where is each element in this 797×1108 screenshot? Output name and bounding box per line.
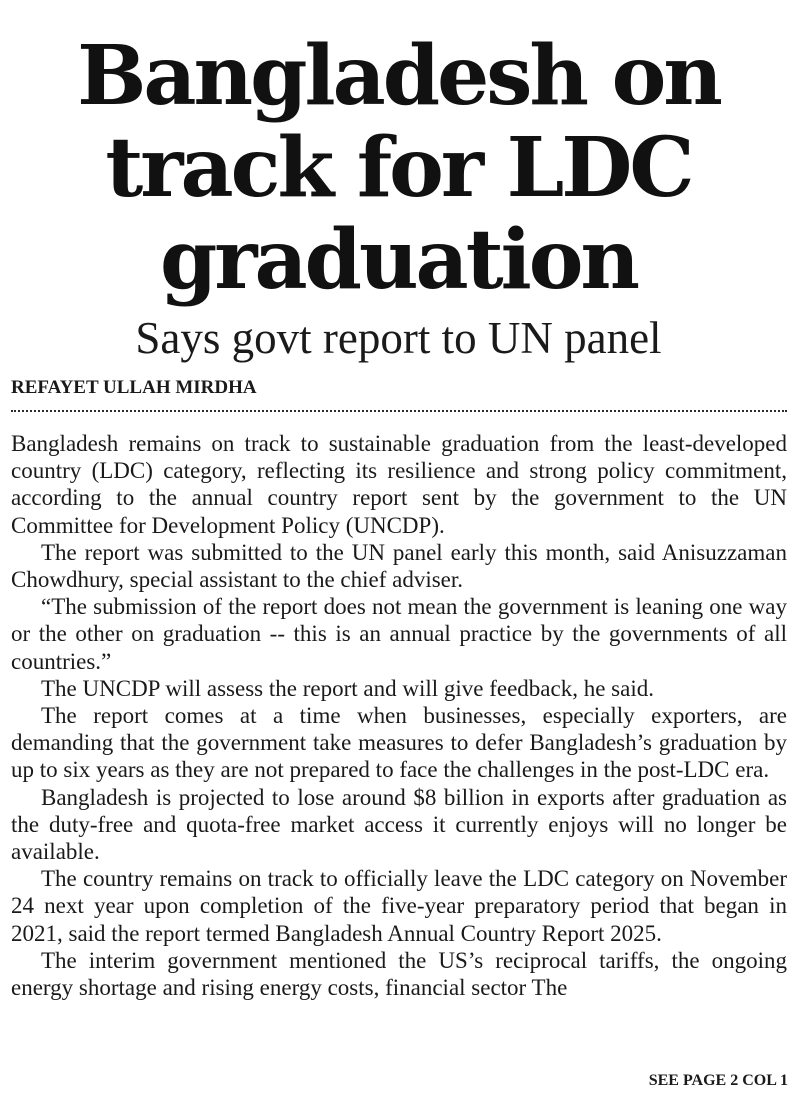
- headline-line-1: Bangladesh on: [77, 28, 720, 124]
- paragraph-1: Bangladesh remains on track to sustainable graduation from the least-developed country (LDC) category, reflecting its resilience and strong policy commitment, according to the annual country report sent by the government to the UN Committee for Development Policy (UNCDP).: [11, 431, 787, 538]
- headline-line-2: track for LDC: [105, 120, 692, 216]
- continued-on-page-note: SEE PAGE 2 COL 1: [648, 1072, 788, 1089]
- headline-line-3: graduation: [159, 212, 638, 308]
- article-body: [11, 430, 787, 1001]
- byline: REFAYET ULLAH MIRDHA: [11, 377, 257, 398]
- paragraph-2: The report was submitted to the UN panel early this month, said Anisuzzaman Chowdhury, special assistant to the chief adviser.: [11, 539, 787, 593]
- paragraph-8: The interim government mentioned the US’s reciprocal tariffs, the ongoing energy shortage and rising energy costs, financial sector The: [11, 947, 787, 1001]
- paragraph-4: The UNCDP will assess the report and will give feedback, he said.: [41, 675, 654, 701]
- dotted-divider: [11, 410, 787, 412]
- paragraph-3: “The submission of the report does not mean the government is leaning one way or the other on graduation -- this is an annual practice by the governments of all countries.”: [11, 594, 787, 674]
- paragraph-6: Bangladesh is projected to lose around $8 billion in exports after graduation as the duty-free and quota-free market access it currently enjoys will no longer be available.: [11, 784, 787, 865]
- paragraph-5: The report comes at a time when businesses, especially exporters, are demanding that the government take measures to defer Bangladesh’s graduation by up to six years as they are not prepared to face the challenges in the post-LDC era.: [11, 703, 787, 783]
- paragraph-7: The country remains on track to officially leave the LDC category on November 24 next year upon completion of the five-year preparatory period that began in 2021, said the report termed Bangladesh Annual Country Report 2025.: [11, 866, 787, 946]
- headline: [0, 30, 797, 306]
- subheadline: Says govt report to UN panel: [135, 313, 662, 363]
